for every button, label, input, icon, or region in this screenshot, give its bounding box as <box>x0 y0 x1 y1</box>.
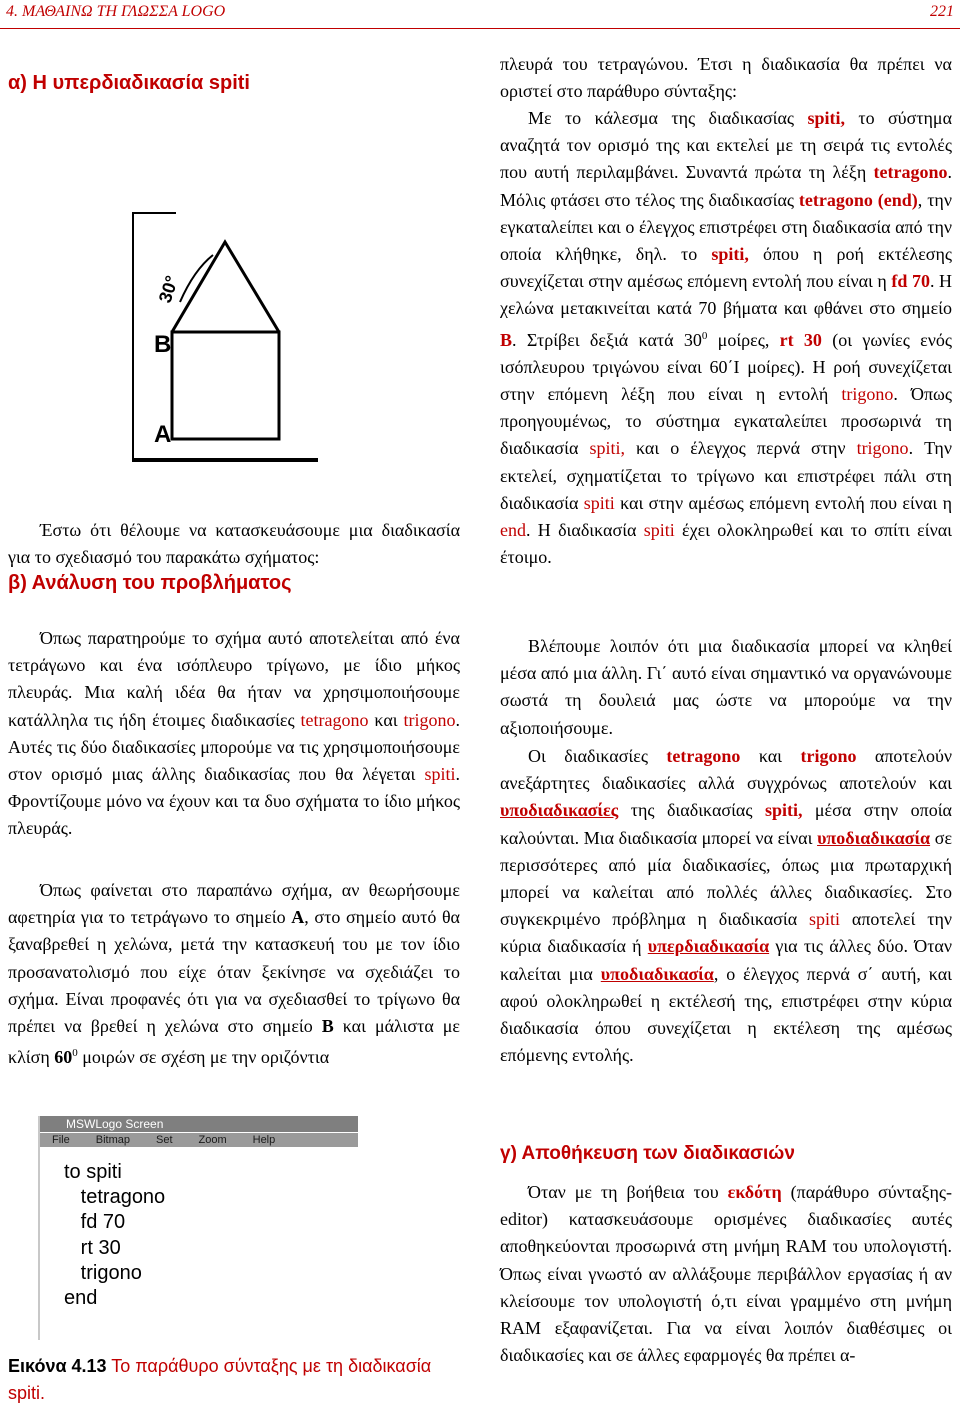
editor-window <box>38 1116 360 1340</box>
left-paragraph-2: Όπως φαίνεται στο παραπάνω σχήμα, αν θεωρήσουμε αφετηρία για το τετράγωνο το σημείο A, στο σημείο αυτό θα ξαναβρεθεί η χελώνα, μετά την κατασκευή του με τον ίδιο προσανατολισμό που είχε όταν ξεκίνησε να σχεδιάζει το σχήμα. Είναι προφανές ότι για να σχεδιασθεί το τρίγωνο θα πρέπει να βρεθεί η χελώνα στο σημείο B και μάλιστα με κλίση $60^0$ μοιρών σε σχέση με την οριζόντια <box>8 880 460 1068</box>
code-line: fd 70 <box>64 1211 126 1234</box>
section-c-heading: γ) Αποθήκευση των διαδικασιών <box>500 1143 795 1164</box>
code-line: to spiti <box>64 1161 122 1183</box>
point-a-label: A <box>154 421 172 448</box>
left-paragraph-1: Όπως παρατηρούμε το σχήμα αυτό αποτελείται από ένα τετράγωνο και ένα ισόπλευρο τρίγωνο, με ίδιο μήκος πλευράς. Μια καλή ιδέα θα ήταν να χρησιμοποιήσουμε κατάλληλα τις ήδη έτοιμες διαδικασίες tetragono και trigono. Αυτές τις δύο διαδικασίες μπορούμε να τις χρησιμοποιήσουμε στον ορισμό μιας άλλης διαδικασίας που θα λέγεται spiti. Φροντίζουμε μόνο να έχουν και τα δυο σχήματα το ίδιο μήκος πλευράς. <box>8 628 461 839</box>
code-line: tetragono <box>64 1186 166 1209</box>
menu-item-help[interactable]: Help <box>252 1134 276 1146</box>
editor-code[interactable] <box>64 1160 165 1311</box>
menu-item-file[interactable]: File <box>52 1134 70 1146</box>
figure-caption <box>8 1353 464 1407</box>
house-figure <box>132 212 318 462</box>
angle-label: 30° <box>154 273 183 306</box>
chapter-title: 4. ΜΑΘΑΙΝΩ ΤΗ ΓΛΩΣΣΑ LOGO <box>6 3 226 20</box>
angle-arc <box>180 255 213 302</box>
right-paragraph-4: Όταν με τη βοήθεια του εκδότη (παράθυρο σύνταξης-editor) κατασκευάσουμε ορισμένες διαδικασίες αυτές αποθηκεύονται προσωρινά στη μνήμη RAM του υπολογιστή. Όπως είναι γνωστό αν αλλάξουμε περιβάλλον εργασίας ή αν κλείσουμε τον υπολογιστή ό,τι είναι γραμμένο στη μνήμη RAM εξαφανίζεται. Για να είναι λοιπόν διαθέσιμες οι διαδικασίες και σε άλλες εφαρμογές θα πρέπει α- <box>500 1182 953 1366</box>
section-a-heading: α) Η υπερδιαδικασία spiti <box>8 72 250 94</box>
right-paragraph-1: Με το κάλεσμα της διαδικασίας spiti, το σύστημα αναζητά τον ορισμό της και εκτελεί με τη σειρά τις εντολές που αυτή περιλαμβάνει. Συναντά πρώτα τη λέξη tetragono. Μόλις φτάσει στο τέλος της διαδικασίας tetragono (end), την εγκαταλείπει και ο έλεγχος επιστρέφει στη διαδικασία από την οποία κλήθηκε, δηλ. το spiti, όπου η ροή εκτέλεσης συνεχίζεται στην αμέσως επόμενη εντολή που είναι η fd 70. Η χελώνα μετακινείται κατά 70 βήματα και φθάνει στο σημείο B. Στρίβει δεξιά κατά $30^0$ μοίρες, rt 30 (οι γωνίες ενός ισόπλευρου τριγώνου είναι 60΄Ι μοίρες). Η ροή συνεχίζεται στην επόμενη λέξη που είναι η εντολή trigono. Όπως προηγουμένως, το σύστημα εγκαταλείπει προσωρινά τη διαδικασία spiti, και ο έλεγχος περνά στην trigono. Την εκτελεί, σχηματίζεται το τρίγωνο και επιστρέφει πάλι στη διαδικασία spiti και στην αμέσως επόμενη εντολή που είναι η end. Η διαδικασία spiti έχει ολοκληρωθεί και το σπίτι είναι έτοιμο. <box>500 108 953 568</box>
menu-item-bitmap[interactable]: Bitmap <box>95 1134 130 1146</box>
caption-text: Το παράθυρο σύνταξης με τη διαδικασία spiti. <box>8 1356 432 1403</box>
editor-menubar <box>40 1133 358 1147</box>
caption-number: Εικόνα 4.13 <box>8 1356 107 1376</box>
editor-titlebar: MSWLogo Screen <box>40 1116 358 1132</box>
section-b-heading: β) Ανάλυση του προβλήματος <box>8 572 292 594</box>
keyword-trigono: trigono <box>403 709 456 730</box>
keyword-spiti: spiti <box>424 764 456 785</box>
code-line: trigono <box>64 1261 142 1284</box>
menu-item-zoom[interactable]: Zoom <box>198 1134 227 1146</box>
code-line: end <box>64 1287 98 1310</box>
square-shape <box>172 332 279 439</box>
code-line: rt 30 <box>64 1236 121 1259</box>
intro-paragraph: Έστω ότι θέλουμε να κατασκευάσουμε μια διαδικασία για το σχεδιασμό του παρακάτω σχήματος: <box>8 520 460 568</box>
right-paragraph-1a: πλευρά του τετραγώνου. Έτσι η διαδικασία θα πρέπει να οριστεί στο παράθυρο σύνταξης: <box>500 54 952 102</box>
right-paragraph-3: Οι διαδικασίες tetragono και trigono αποτελούν ανεξάρτητες διαδικασίες αλλά συγχρόνως αποτελούν και υποδιαδικασίες της διαδικασίας spiti, μέσα στην οποία καλούνται. Μια διαδικασία μπορεί να είναι υποδιαδικασία σε περισσότερες από μία διαδικασίες, όπως μια πρωταρχική μπορεί να καλείται από πολλές άλλες διαδικασίες. Στο συγκεκριμένο πρόβλημα η διαδικασία spiti αποτελεί την κύρια διαδικασία ή υπερδιαδικασία για τις άλλες δύο. Όταν καλείται μια υποδιαδικασία, ο έλεγχος περνά σ΄ αυτή, και αφού ολοκληρωθεί η εκτέλεσή της, επιστρέφει στην κύρια διαδικασία όπου συνεχίζεται η εκτέλεση της αμέσως επόμενης εντολής. <box>500 746 953 1066</box>
keyword-tetragono: tetragono <box>300 709 369 730</box>
point-b-label: B <box>154 331 172 358</box>
page-header <box>0 0 960 29</box>
menu-item-set[interactable]: Set <box>155 1134 173 1146</box>
page-number: 221 <box>930 3 954 20</box>
right-paragraph-2: Βλέπουμε λοιπόν ότι μια διαδικασία μπορεί να κληθεί μέσα από μια άλλη. Γι΄ αυτό είναι σημαντικό να οργανώνουμε σωστά τη δουλειά μας ώστε να μπορούμε να την αξιοποιήσουμε. <box>500 636 952 738</box>
house-drawing <box>132 212 318 462</box>
